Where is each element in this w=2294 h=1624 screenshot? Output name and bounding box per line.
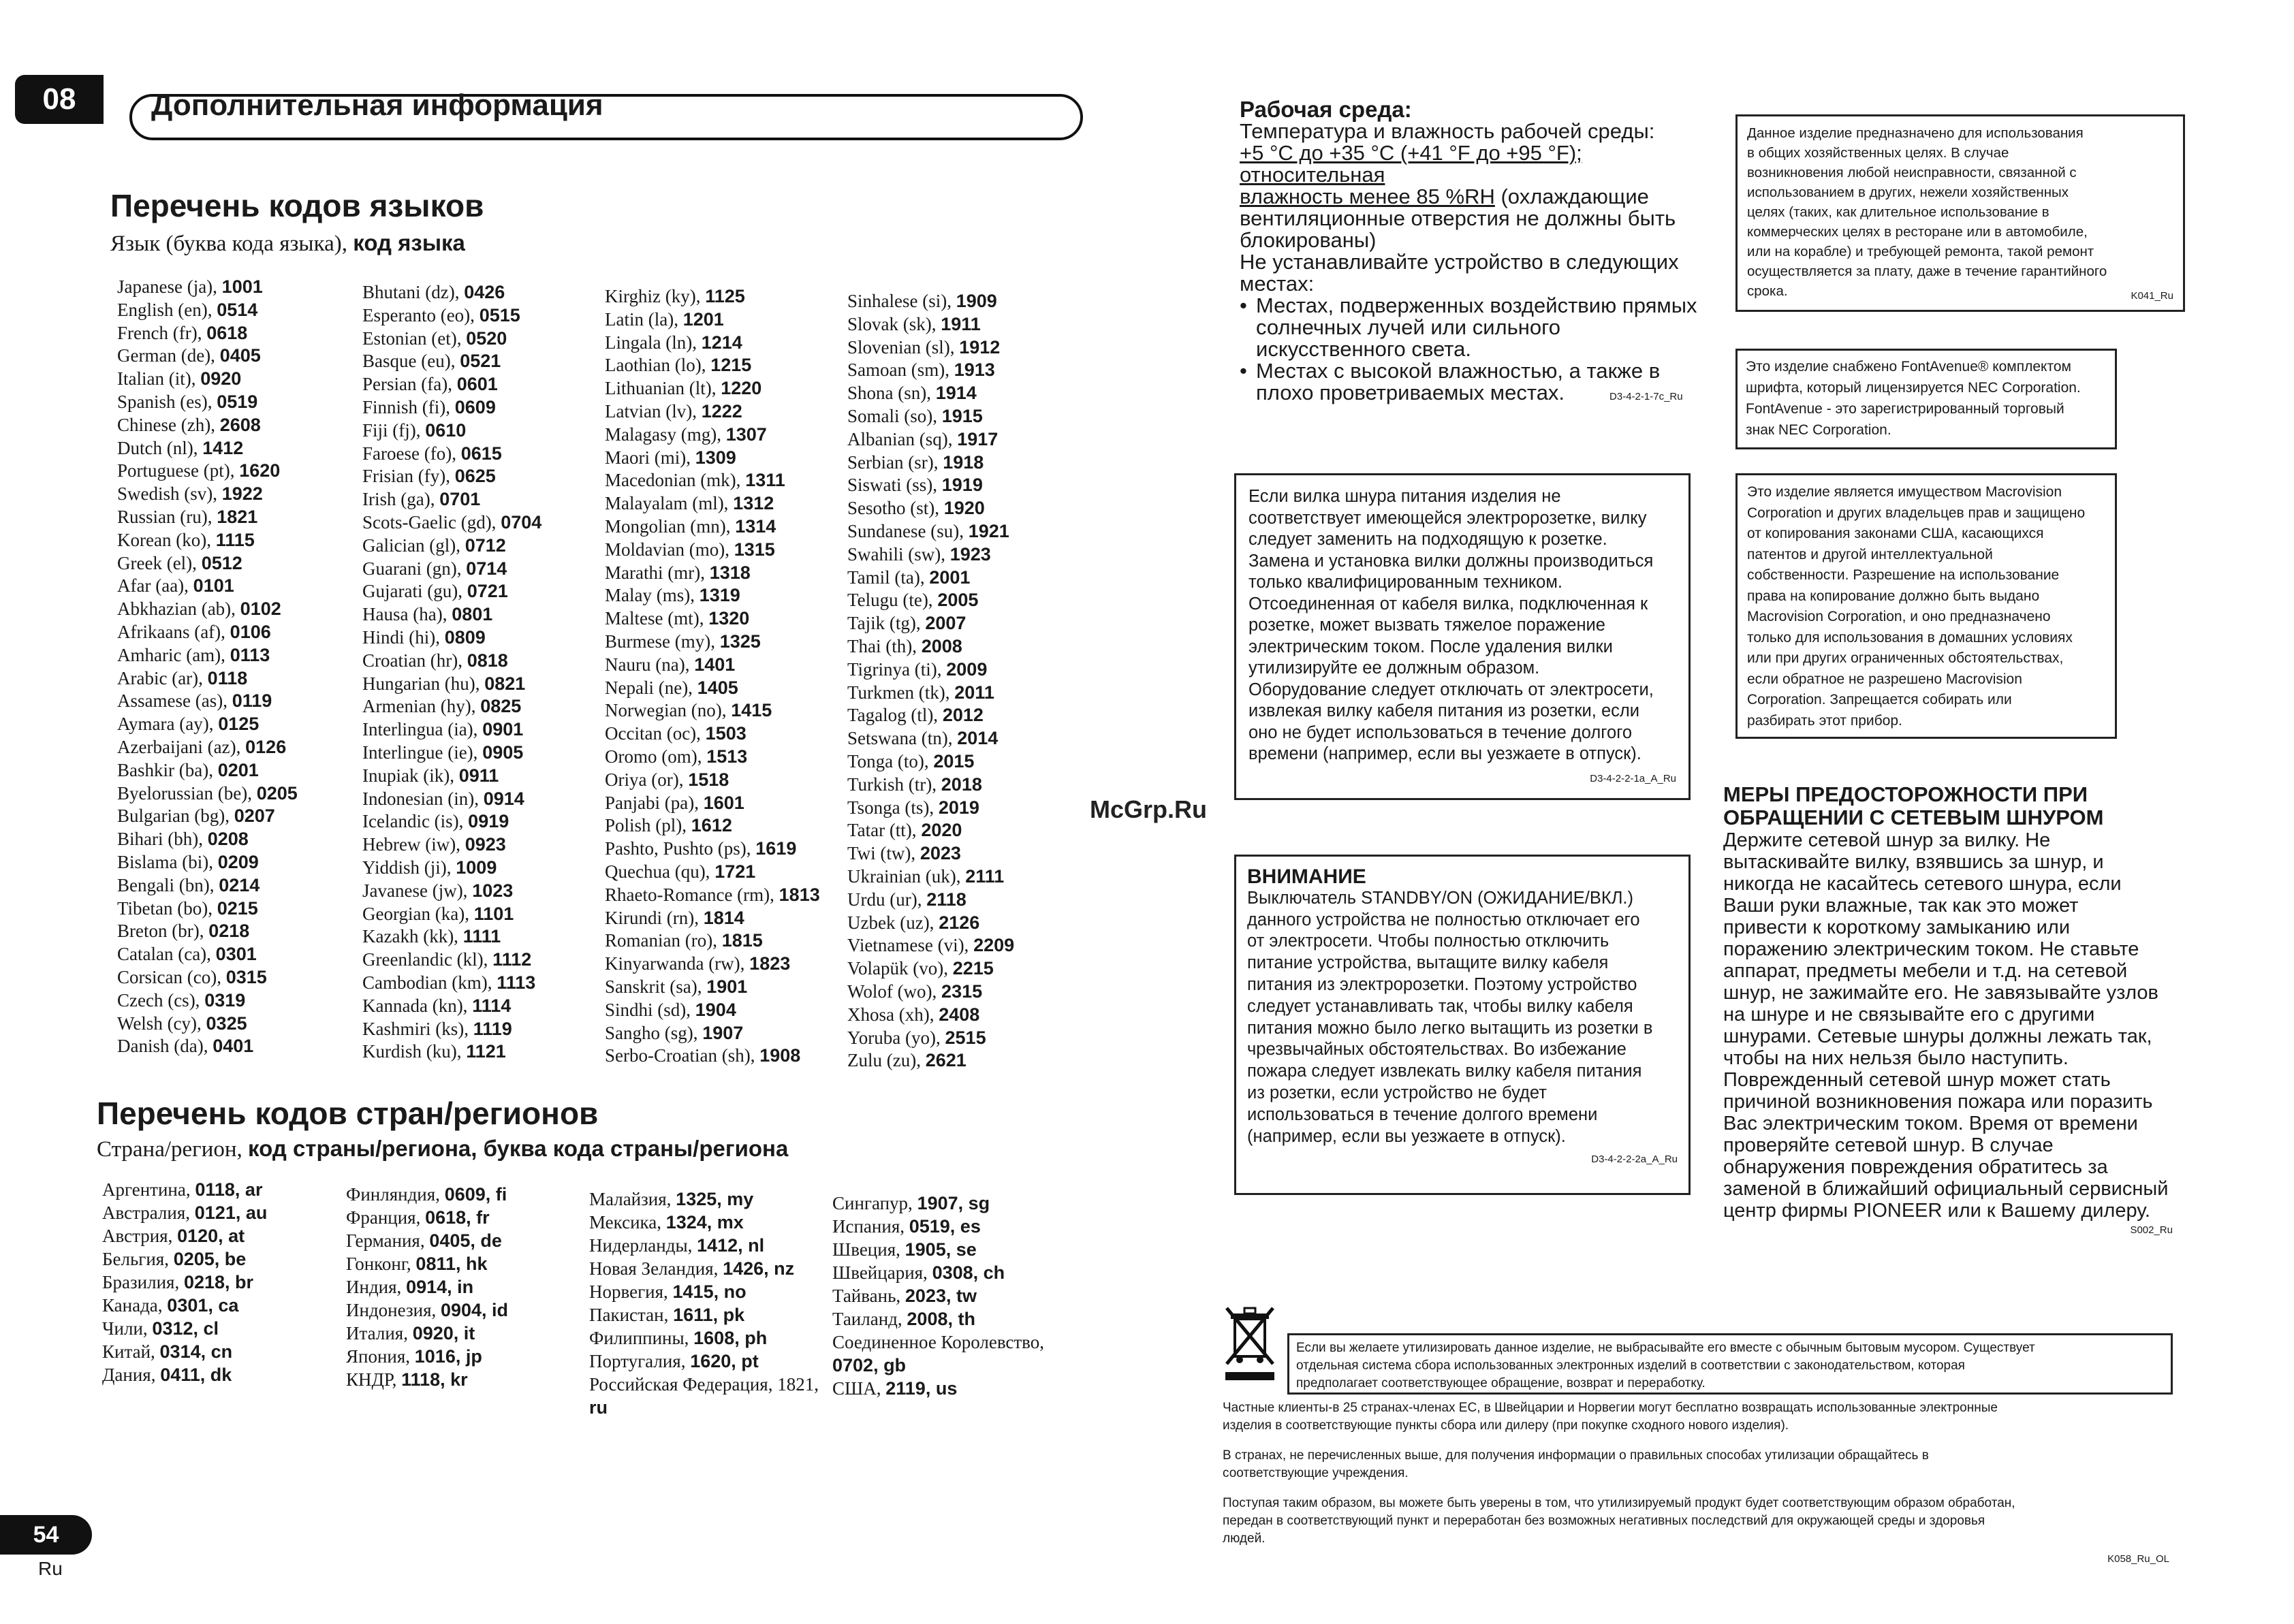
- plug-text-line: только квалифицированным техником.: [1248, 573, 1562, 592]
- language-code-item: Hungarian (hu), 0821: [362, 673, 526, 694]
- cord-text-line: проверяйте сетевой шнур. В случае: [1723, 1134, 2054, 1156]
- language-code-item: Bislama (bi), 0209: [117, 851, 259, 872]
- language-code-item: Tajik (tg), 2007: [847, 613, 967, 634]
- plug-code: D3-4-2-2-1a_A_Ru: [1590, 772, 1676, 784]
- language-code-item: Oriya (or), 1518: [605, 769, 729, 790]
- language-column-2: [362, 281, 541, 1064]
- warning-box: [1234, 855, 1691, 1195]
- language-code-item: Wolof (wo), 2315: [847, 981, 983, 1002]
- language-code-item: Interlingue (ie), 0905: [362, 742, 524, 763]
- cord-text-line: шнур, не зажимайте его. Не завязывайте узлов: [1723, 982, 2158, 1004]
- household-text-line: целях (таких, как длительное использование в: [1747, 204, 2049, 220]
- language-code-item: Tagalog (tl), 2012: [847, 705, 984, 726]
- language-code-item: Vietnamese (vi), 2209: [847, 935, 1015, 956]
- language-code-item: Greek (el), 0512: [117, 552, 242, 573]
- household-text-line: возникновения любой неисправности, связанной с: [1747, 165, 2077, 180]
- environment-code: D3-4-2-1-7c_Ru: [1609, 391, 1683, 402]
- warning-text-line: следует устанавливать так, чтобы вилку кабеля: [1247, 996, 1633, 1016]
- language-code-item: Faroese (fo), 0615: [362, 443, 502, 464]
- language-code-item: Tamil (ta), 2001: [847, 567, 971, 588]
- environment-bullet: • Местах с высокой влажностью, а также в плохо проветриваемых местах. D3-4-2-1-7c_Ru: [1240, 359, 1683, 404]
- cord-text-line: вытаскивайте вилку, взявшись за шнур, и: [1723, 851, 2104, 873]
- household-code: K041_Ru: [2131, 290, 2173, 302]
- language-code-item: Turkmen (tk), 2011: [847, 682, 994, 703]
- country-code-item: Сингапур, 1907, sg: [832, 1193, 990, 1213]
- language-code-item: Setswana (tn), 2014: [847, 728, 999, 749]
- language-code-item: Laothian (lo), 1215: [605, 355, 752, 376]
- disposal-text-line: передан в соответствующий пункт и переработан без возможных негативных последствий для окружающей среды и здоровья: [1223, 1514, 1985, 1528]
- language-column-1: [117, 276, 298, 1058]
- disposal-text: [1223, 1399, 2190, 1568]
- language-code-item: English (en), 0514: [117, 299, 258, 320]
- language-code-item: Breton (br), 0218: [117, 921, 250, 942]
- language-code-item: Guarani (gn), 0714: [362, 558, 507, 579]
- language-code-item: Chinese (zh), 2608: [117, 414, 261, 435]
- country-code-item: Япония, 1016, jp: [346, 1346, 482, 1367]
- language-code-item: Volapük (vo), 2215: [847, 958, 994, 979]
- country-code-item: Филиппины, 1608, ph: [589, 1328, 768, 1348]
- language-code-item: Burmese (my), 1325: [605, 631, 761, 652]
- disposal-box-line: предполагает соответствующее обращение, возврат и переработку.: [1296, 1376, 1706, 1390]
- language-code-item: Latin (la), 1201: [605, 308, 724, 330]
- country-code-item: Индонезия, 0904, id: [346, 1300, 509, 1320]
- language-code-item: Thai (th), 2008: [847, 635, 962, 656]
- warning-text-line: чрезвычайных обстоятельствах. Во избежание: [1247, 1040, 1627, 1060]
- warning-text-line: питание устройства, вытащите вилку кабеля: [1247, 953, 1609, 973]
- language-code-item: Occitan (oc), 1503: [605, 723, 747, 744]
- country-code-item: Российская Федерация, 1821,: [589, 1374, 819, 1395]
- language-code-item: Welsh (cy), 0325: [117, 1013, 247, 1034]
- environment-range: +5 °C до +35 °C (+41 °F до +95 °F); относительная: [1240, 141, 1582, 187]
- macrovision-text-line: патентов и другой интеллектуальной: [1747, 546, 1993, 562]
- warning-text-line: использоваться в течение долгого времени: [1247, 1104, 1598, 1124]
- macrovision-text-line: Corporation и других владельцев прав и защищено: [1747, 505, 2086, 521]
- warning-text-line: пожара следует извлекать вилку кабеля питания: [1247, 1062, 1642, 1081]
- language-code-item: Javanese (jw), 1023: [362, 880, 514, 901]
- language-code-item: Xhosa (xh), 2408: [847, 1004, 980, 1025]
- plug-text-line: времени (например, если вы уезжаете в отпуск).: [1248, 744, 1641, 763]
- cord-code: S002_Ru: [2130, 1224, 2173, 1236]
- country-code-item: 0702, gb: [832, 1355, 907, 1375]
- macrovision-text-line: от копирования законами США, касающихся: [1747, 526, 2044, 541]
- country-code-item: Бельгия, 0205, be: [102, 1249, 247, 1269]
- household-text-line: Данное изделие предназначено для использования: [1747, 125, 2084, 141]
- font-license-line: шрифта, который лицензируется NEC Corporation.: [1746, 380, 2081, 396]
- plug-text-line: Если вилка шнура питания изделия не: [1248, 487, 1561, 506]
- warning-code: D3-4-2-2-2a_A_Ru: [1591, 1153, 1678, 1166]
- language-code-item: Sesotho (st), 1920: [847, 498, 985, 519]
- chapter-badge: 08: [15, 75, 104, 124]
- environment-line: Не устанавливайте устройство в следующих: [1240, 250, 1679, 274]
- household-text-line: осуществляется за плату, даже в течение гарантийного: [1747, 264, 2107, 279]
- environment-section: [1240, 99, 1716, 408]
- language-code-item: Yiddish (ji), 1009: [362, 857, 497, 878]
- language-code-item: Tigrinya (ti), 2009: [847, 658, 988, 680]
- language-code-item: Lithuanian (lt), 1220: [605, 378, 762, 399]
- country-code-item: КНДР, 1118, kr: [346, 1369, 468, 1390]
- macrovision-text-line: Macrovision Corporation, и оно предназначено: [1747, 609, 2051, 624]
- disposal-text-line: людей.: [1223, 1531, 1266, 1546]
- language-code-item: Frisian (fy), 0625: [362, 466, 496, 487]
- disposal-text-line: изделия в соответствующие пункты сбора или дилеру (при покупке сходного нового изделия).: [1223, 1418, 1789, 1433]
- macrovision-box: [1735, 473, 2117, 739]
- language-code-item: Irish (ga), 0701: [362, 489, 481, 510]
- country-code-item: Франция, 0618, fr: [346, 1207, 490, 1228]
- plug-text-line: извлекая вилку кабеля питания из розетки, если: [1248, 701, 1640, 720]
- language-code-item: Tibetan (bo), 0215: [117, 897, 258, 919]
- country-code-item: Австралия, 0121, au: [102, 1203, 268, 1223]
- cord-text-line: поражению электрическим током. Не ставьте: [1723, 938, 2139, 960]
- cord-text-line: Поврежденный сетевой шнур может стать: [1723, 1069, 2111, 1091]
- language-code-item: Sanskrit (sa), 1901: [605, 976, 748, 997]
- cord-text-line: Вас электрическим током. Время от времени: [1723, 1113, 2138, 1134]
- language-column-4: [847, 290, 1014, 1072]
- language-code-item: Kazakh (kk), 1111: [362, 926, 501, 947]
- language-code-item: Macedonian (mk), 1311: [605, 470, 785, 491]
- language-column-3: [605, 285, 820, 1068]
- language-code-item: Kannada (kn), 1114: [362, 995, 512, 1016]
- language-code-item: Maltese (mt), 1320: [605, 608, 750, 629]
- language-code-item: Shona (sn), 1914: [847, 383, 977, 404]
- country-code-item: США, 2119, us: [832, 1378, 958, 1399]
- plug-text-line: Замена и установка вилки должны производиться: [1248, 551, 1654, 571]
- language-code-item: Galician (gl), 0712: [362, 535, 506, 556]
- language-code-item: Russian (ru), 1821: [117, 506, 258, 527]
- macrovision-text-line: права на копирование должно быть выдано: [1747, 588, 2040, 604]
- language-code-item: Kurdish (ku), 1121: [362, 1041, 506, 1062]
- font-license-box: [1735, 349, 2117, 449]
- country-code-item: Германия, 0405, de: [346, 1230, 502, 1251]
- crossed-bin-icon: [1223, 1304, 1277, 1382]
- language-code-item: Telugu (te), 2005: [847, 590, 979, 611]
- macrovision-text-line: только для использования в домашних условиях: [1747, 629, 2073, 646]
- language-code-item: Persian (fa), 0601: [362, 374, 498, 395]
- warning-text-line: от электросети. Чтобы полностью отключить: [1247, 932, 1609, 951]
- language-code-item: French (fr), 0618: [117, 322, 248, 343]
- language-code-item: Gujarati (gu), 0721: [362, 581, 508, 602]
- country-code-item: Австрия, 0120, at: [102, 1226, 245, 1246]
- environment-title: Рабочая среда:: [1240, 97, 1412, 122]
- cord-text-line: никогда не касайтесь сетевого шнура, если: [1723, 873, 2122, 895]
- language-code-item: Afar (aa), 0101: [117, 575, 234, 596]
- language-code-item: Maori (mi), 1309: [605, 447, 736, 468]
- page-title: Дополнительная информация: [151, 89, 603, 122]
- country-code-item: Финляндия, 0609, fi: [346, 1184, 507, 1205]
- language-code-item: Sinhalese (si), 1909: [847, 291, 997, 311]
- cord-precautions-section: [1723, 783, 2200, 1236]
- language-code-item: Yoruba (yo), 2515: [847, 1027, 986, 1048]
- language-code-item: Twi (tw), 2023: [847, 843, 961, 864]
- language-code-item: Hebrew (iw), 0923: [362, 834, 506, 855]
- language-code-item: Uzbek (uz), 2126: [847, 912, 980, 933]
- language-code-item: Afrikaans (af), 0106: [117, 621, 271, 642]
- macrovision-text-line: Corporation. Запрещается собирать или: [1747, 692, 2012, 707]
- languages-title: Перечень кодов языков: [110, 188, 484, 223]
- country-code-item: Чили, 0312, cl: [102, 1318, 219, 1339]
- country-column-2: [346, 1183, 508, 1391]
- language-code-item: Bashkir (ba), 0201: [117, 759, 259, 780]
- language-code-item: Byelorussian (be), 0205: [117, 782, 298, 803]
- warning-text-line: (например, если вы уезжаете в отпуск).: [1247, 1126, 1566, 1146]
- disposal-text-line: Поступая таким образом, вы можете быть уверены в том, что утилизируемый продукт будет соответствующим образом обработан,: [1223, 1496, 2015, 1510]
- language-code-item: Somali (so), 1915: [847, 405, 983, 426]
- language-code-item: Abkhazian (ab), 0102: [117, 599, 281, 620]
- language-code-item: Lingala (ln), 1214: [605, 332, 742, 353]
- country-code-item: Норвегия, 1415, no: [589, 1281, 747, 1302]
- macrovision-text-line: Это изделие является имуществом Macrovision: [1747, 484, 2062, 500]
- language-code-item: Japanese (ja), 1001: [117, 276, 263, 297]
- font-license-line: знак NEC Corporation.: [1746, 422, 1891, 438]
- country-code-item: Таиланд, 2008, th: [832, 1309, 975, 1329]
- language-code-item: Assamese (as), 0119: [117, 690, 272, 712]
- language-code-item: Fiji (fj), 0610: [362, 419, 467, 441]
- language-code-item: Polish (pl), 1612: [605, 815, 732, 836]
- disposal-text-line: соответствующие учреждения.: [1223, 1466, 1409, 1480]
- language-code-item: Romanian (ro), 1815: [605, 930, 763, 951]
- language-code-item: Nauru (na), 1401: [605, 654, 736, 675]
- household-text-line: использованием в других, нежели хозяйственных: [1747, 185, 2069, 200]
- language-code-item: Basque (eu), 0521: [362, 351, 501, 372]
- cord-text-line: чтобы на них нельзя было наступить.: [1723, 1047, 2069, 1069]
- countries-title: Перечень кодов стран/регионов: [97, 1096, 599, 1131]
- language-code-item: Dutch (nl), 1412: [117, 437, 244, 458]
- language-code-item: Tatar (tt), 2020: [847, 820, 962, 841]
- language-code-item: Norwegian (no), 1415: [605, 700, 772, 721]
- language-code-item: Slovak (sk), 1911: [847, 313, 981, 334]
- disposal-code: K058_Ru_OL: [2107, 1553, 2169, 1565]
- language-code-item: Czech (cs), 0319: [117, 989, 246, 1010]
- language-code-item: Portuguese (pt), 1620: [117, 460, 281, 481]
- language-code-item: Azerbaijani (az), 0126: [117, 736, 287, 757]
- language-code-item: Icelandic (is), 0919: [362, 811, 509, 832]
- plug-text-line: электрическим током. После удаления вилки: [1248, 637, 1613, 656]
- language-code-item: Samoan (sm), 1913: [847, 360, 995, 381]
- warning-text-line: питания из электророзетки. Поэтому устройство: [1247, 974, 1637, 994]
- language-code-item: Hindi (hi), 0809: [362, 626, 486, 648]
- cord-text-line: Ваши руки влажные, так как это может: [1723, 895, 2079, 917]
- language-code-item: Bhutani (dz), 0426: [362, 282, 505, 302]
- disposal-box-line: Если вы желаете утилизировать данное изделие, не выбрасывайте его вместе с обычным бытовым мусором. Существует: [1296, 1341, 2035, 1355]
- language-code-item: Marathi (mr), 1318: [605, 562, 751, 583]
- language-code-item: Malayalam (ml), 1312: [605, 493, 774, 514]
- language-code-item: Panjabi (pa), 1601: [605, 792, 744, 813]
- macrovision-text-line: или при других ограниченных обстоятельствах,: [1747, 650, 2064, 666]
- language-code-item: Rhaeto-Romance (rm), 1813: [605, 884, 820, 905]
- environment-line: блокированы): [1240, 228, 1377, 252]
- household-text-line: или на корабле) и требующей ремонта, такой ремонт: [1747, 244, 2094, 259]
- language-code-item: Kirundi (rn), 1814: [605, 907, 744, 928]
- country-code-item: Швеция, 1905, se: [832, 1239, 977, 1260]
- cord-text-line: обнаружения повреждения обратитесь за: [1723, 1156, 2108, 1178]
- country-code-item: Пакистан, 1611, pk: [589, 1305, 745, 1325]
- country-code-item: Италия, 0920, it: [346, 1323, 475, 1343]
- country-code-item: Китай, 0314, cn: [102, 1341, 233, 1362]
- language-code-item: Quechua (qu), 1721: [605, 861, 756, 882]
- cord-text-line: аппарат, предметы мебели и т.д. на сетевой: [1723, 960, 2128, 982]
- plug-text-line: утилизируйте ее должным образом.: [1248, 658, 1540, 678]
- language-code-item: Tsonga (ts), 2019: [847, 797, 979, 818]
- country-column-4: [832, 1192, 1044, 1400]
- cord-title: МЕРЫ ПРЕДОСТОРОЖНОСТИ ПРИ ОБРАЩЕНИИ С СЕТЕВЫМ ШНУРОМ: [1723, 782, 2104, 829]
- language-code-item: Bengali (bn), 0214: [117, 874, 260, 895]
- macrovision-text-line: разбирать этот прибор.: [1747, 712, 1902, 729]
- language-code-item: Turkish (tr), 2018: [847, 774, 982, 795]
- language-code-item: Slovenian (sl), 1912: [847, 336, 1001, 357]
- language-code-item: Danish (da), 0401: [117, 1036, 254, 1057]
- country-code-item: Соединенное Королевство,: [832, 1332, 1045, 1352]
- country-code-item: Гонконг, 0811, hk: [346, 1254, 488, 1274]
- language-code-item: Pashto, Pushto (ps), 1619: [605, 838, 797, 859]
- household-text-line: коммерческих целях в ресторане или в автомобиле,: [1747, 224, 2088, 240]
- macrovision-text-line: собственности. Разрешение на использование: [1747, 567, 2060, 583]
- language-code-item: Italian (it), 0920: [117, 368, 242, 389]
- country-code-item: Аргентина, 0118, ar: [102, 1179, 263, 1200]
- language-code-item: Zulu (zu), 2621: [847, 1050, 967, 1071]
- warning-text-line: данного устройства не полностью отключает его: [1247, 910, 1640, 929]
- language-code-item: Tonga (to), 2015: [847, 750, 975, 771]
- font-license-line: FontAvenue - это зарегистрированный торговый: [1746, 401, 2064, 417]
- country-code-item: ru: [589, 1397, 608, 1418]
- country-column-3: [589, 1188, 819, 1419]
- country-code-item: Швейцария, 0308, ch: [832, 1262, 1005, 1283]
- language-code-item: Mongolian (mn), 1314: [605, 515, 776, 537]
- language-code-item: Moldavian (mo), 1315: [605, 539, 775, 560]
- language-code-item: Malagasy (mg), 1307: [605, 424, 767, 445]
- plug-replacement-box: [1234, 473, 1691, 800]
- language-code-item: Nepali (ne), 1405: [605, 677, 738, 698]
- language-code-item: Latvian (lv), 1222: [605, 400, 742, 421]
- environment-bullet: • Местах, подверженных воздействию прямых солнечных лучей или сильного искусственного света.: [1240, 293, 1697, 361]
- language-code-item: Korean (ko), 1115: [117, 529, 255, 550]
- cord-text-line: центр фирмы PIONEER или к Вашему дилеру.: [1723, 1200, 2150, 1222]
- language-code-item: Amharic (am), 0113: [117, 644, 270, 665]
- warning-text-line: из розетки, если устройство не будет: [1247, 1083, 1547, 1102]
- household-use-box: [1735, 114, 2185, 312]
- countries-subtitle: Страна/регион, код страны/региона, буква кода страны/региона: [97, 1136, 789, 1162]
- language-code-item: Armenian (hy), 0825: [362, 696, 522, 717]
- language-code-item: Esperanto (eo), 0515: [362, 304, 520, 325]
- language-code-item: Urdu (ur), 2118: [847, 889, 967, 910]
- font-license-line: Это изделие снабжено FontAvenue® комплектом: [1746, 359, 2071, 375]
- language-code-item: Bihari (bh), 0208: [117, 829, 249, 850]
- plug-text-line: оно не будет использоваться в течение долгого: [1248, 722, 1633, 742]
- cord-text-line: привести к короткому замыканию или: [1723, 917, 2071, 938]
- language-code-item: Serbo-Croatian (sh), 1908: [605, 1045, 801, 1066]
- language-code-item: Kashmiri (ks), 1119: [362, 1018, 512, 1039]
- language-code-item: Kinyarwanda (rw), 1823: [605, 953, 791, 974]
- language-code-item: Corsican (co), 0315: [117, 966, 267, 987]
- language-code-item: Catalan (ca), 0301: [117, 944, 257, 965]
- warning-text-line: питания можно было легко вытащить из розетки в: [1247, 1018, 1653, 1038]
- cord-text-line: на шнуре и не связывайте его с другими: [1723, 1004, 2095, 1025]
- language-code-item: Bulgarian (bg), 0207: [117, 806, 275, 827]
- cord-text-line: Держите сетевой шнур за вилку. Не: [1723, 829, 2051, 851]
- language-code-item: Inupiak (ik), 0911: [362, 765, 499, 786]
- country-code-item: Португалия, 1620, pt: [589, 1351, 759, 1371]
- country-code-item: Дания, 0411, dk: [102, 1365, 232, 1385]
- languages-subtitle: Язык (буква кода языка), код языка: [110, 230, 465, 256]
- country-code-item: Мексика, 1324, mx: [589, 1212, 744, 1232]
- plug-text-line: Оборудование следует отключать от электросети,: [1248, 680, 1654, 699]
- language-code-item: Greenlandic (kl), 1112: [362, 949, 532, 970]
- household-text-line: в общих хозяйственных целях. В случае: [1747, 145, 2009, 161]
- language-code-item: Sangho (sg), 1907: [605, 1022, 744, 1043]
- environment-line: Температура и влажность рабочей среды:: [1240, 119, 1655, 143]
- cord-text-line: заменой в ближайший официальный сервисный: [1723, 1178, 2169, 1200]
- disposal-box-line: отдельная система сбора использованных электронных изделий в соответствии с законодательством, которая: [1296, 1358, 1965, 1373]
- cord-text-line: шнурами. Сетевые шнуры должны лежать так,: [1723, 1025, 2152, 1047]
- language-code-item: Arabic (ar), 0118: [117, 667, 248, 688]
- language-code-item: Indonesian (in), 0914: [362, 788, 524, 809]
- language-code-item: Croatian (hr), 0818: [362, 650, 508, 671]
- country-code-item: Бразилия, 0218, br: [102, 1272, 254, 1292]
- country-column-1: [102, 1178, 267, 1386]
- country-code-item: Новая Зеландия, 1426, nz: [589, 1258, 795, 1279]
- language-label: Ru: [38, 1558, 63, 1579]
- country-code-item: Тайвань, 2023, tw: [832, 1286, 977, 1306]
- language-code-item: Hausa (ha), 0801: [362, 604, 493, 625]
- language-code-item: Estonian (et), 0520: [362, 328, 507, 349]
- plug-text-line: розетке, может вызвать тяжелое поражение: [1248, 616, 1605, 635]
- language-code-item: Oromo (om), 1513: [605, 746, 748, 767]
- language-code-item: Georgian (ka), 1101: [362, 903, 514, 924]
- language-code-item: Aymara (ay), 0125: [117, 714, 260, 735]
- disposal-text-line: Частные клиенты-в 25 странах-членах ЕС, в Швейцарии и Норвегии могут бесплатно возвращать использованные электронные: [1223, 1401, 1998, 1415]
- language-code-item: Swedish (sv), 1922: [117, 483, 263, 505]
- plug-text-line: Отсоединенная от кабеля вилка, подключенная к: [1248, 594, 1648, 614]
- country-code-item: Канада, 0301, ca: [102, 1295, 239, 1316]
- language-code-item: Finnish (fi), 0609: [362, 396, 496, 417]
- disposal-box: [1287, 1333, 2173, 1395]
- country-code-item: Индия, 0914, in: [346, 1277, 474, 1297]
- language-code-item: Serbian (sr), 1918: [847, 451, 984, 473]
- language-code-item: Swahili (sw), 1923: [847, 543, 991, 564]
- cord-text-line: причиной возникновения пожара или поразить: [1723, 1091, 2153, 1113]
- environment-line: местах:: [1240, 272, 1315, 296]
- page-number: 54: [0, 1515, 92, 1555]
- country-code-item: Испания, 0519, es: [832, 1216, 981, 1237]
- watermark: McGrp.Ru: [1090, 795, 1208, 823]
- country-code-item: Малайзия, 1325, my: [589, 1189, 754, 1209]
- language-code-item: Ukrainian (uk), 2111: [847, 865, 1005, 887]
- language-code-item: Spanish (es), 0519: [117, 391, 258, 412]
- environment-humidity: влажность менее 85 %RH (охлаждающие: [1240, 185, 1649, 208]
- language-code-item: Siswati (ss), 1919: [847, 475, 983, 496]
- warning-text-line: Выключатель STANDBY/ON (ОЖИДАНИЕ/ВКЛ.): [1247, 888, 1634, 908]
- language-code-item: Malay (ms), 1319: [605, 585, 740, 606]
- country-code-item: Нидерланды, 1412, nl: [589, 1235, 765, 1256]
- language-code-item: Sindhi (sd), 1904: [605, 999, 736, 1020]
- language-code-item: Cambodian (km), 1113: [362, 972, 536, 993]
- language-code-item: Scots-Gaelic (gd), 0704: [362, 511, 542, 532]
- warning-title: ВНИМАНИЕ: [1247, 865, 1366, 888]
- language-code-item: Albanian (sq), 1917: [847, 428, 999, 449]
- language-code-item: Kirghiz (ky), 1125: [605, 286, 745, 306]
- plug-text-line: следует заменить на подходящую к розетке.: [1248, 530, 1607, 549]
- environment-line: вентиляционные отверстия не должны быть: [1240, 206, 1676, 230]
- macrovision-text-line: если обратное не разрешено Macrovision: [1747, 671, 2022, 687]
- language-code-item: Interlingua (ia), 0901: [362, 719, 524, 740]
- language-code-item: German (de), 0405: [117, 345, 261, 366]
- language-code-item: Sundanese (su), 1921: [847, 520, 1009, 541]
- disposal-text-line: В странах, не перечисленных выше, для получения информации о правильных способах утилизации обращайтесь в: [1223, 1448, 1929, 1463]
- plug-text-line: соответствует имеющейся электророзетке, вилку: [1248, 508, 1647, 528]
- household-text-line: срока.: [1747, 283, 1788, 299]
